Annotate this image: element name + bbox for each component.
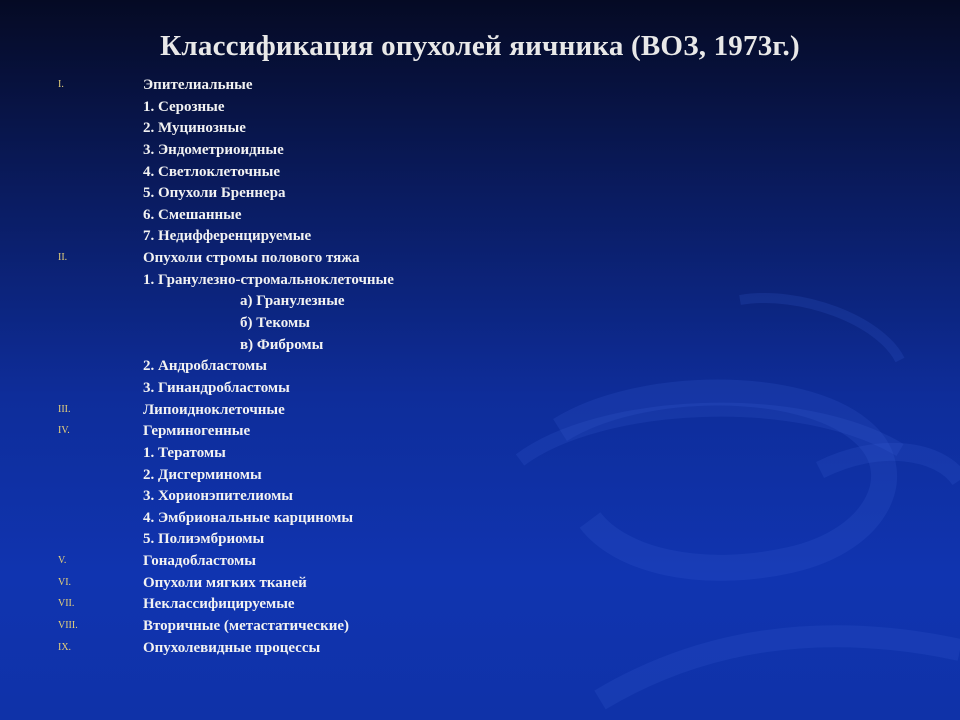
list-item — [0, 291, 960, 313]
list-item — [0, 205, 960, 227]
roman-numeral-marker: IX. — [58, 641, 72, 653]
list-item — [0, 508, 960, 530]
classification-list — [0, 75, 960, 659]
list-item-text: 3. Эндометриоидные — [143, 141, 284, 158]
list-item-text: Липоидноклеточные — [143, 401, 285, 418]
list-item — [0, 465, 960, 487]
list-item-text: 3. Хорионэпителиомы — [143, 488, 293, 505]
slide-title: Классификация опухолей яичника (ВОЗ, 1973г.) — [160, 30, 800, 62]
list-item — [0, 162, 960, 184]
list-item-section — [0, 400, 960, 422]
list-item-text: 5. Полиэмбриомы — [143, 531, 265, 548]
list-item — [0, 443, 960, 465]
list-item-text: 7. Недифференцируемые — [143, 228, 312, 245]
list-item-text: а) Гранулезные — [240, 293, 345, 310]
list-item-text: 2. Муцинозные — [143, 120, 246, 137]
list-item-section — [0, 75, 960, 97]
list-item — [0, 140, 960, 162]
list-item-section — [0, 616, 960, 638]
list-item-text: Неклассифицируемые — [143, 596, 295, 613]
list-item-text: 4. Эмбриональные карциномы — [143, 509, 354, 526]
list-item — [0, 356, 960, 378]
list-item — [0, 118, 960, 140]
list-item-text: Опухоли мягких тканей — [143, 574, 307, 591]
roman-numeral-marker: III. — [58, 403, 71, 415]
roman-numeral-marker: VI. — [58, 576, 72, 588]
list-item-text: в) Фибромы — [240, 336, 324, 353]
list-item — [0, 183, 960, 205]
list-item — [0, 529, 960, 551]
list-item — [0, 378, 960, 400]
roman-numeral-marker: I. — [58, 79, 64, 90]
list-item-text: 1. Тератомы — [143, 444, 226, 461]
roman-numeral-marker: II. — [58, 252, 68, 264]
list-item — [0, 97, 960, 119]
list-item-text: 4. Светлоклеточные — [143, 163, 280, 180]
list-item — [0, 335, 960, 357]
list-item-text: Эпителиальные — [143, 77, 253, 93]
list-item — [0, 313, 960, 335]
list-item-section — [0, 421, 960, 443]
list-item-text: Вторичные (метастатические) — [143, 618, 350, 635]
list-item-text: Опухоли стромы полового тяжа — [143, 250, 360, 267]
list-item-text: 5. Опухоли Бреннера — [143, 185, 286, 202]
list-item-text: 1. Серозные — [143, 98, 225, 115]
list-item-section — [0, 594, 960, 616]
list-item-text: 6. Смешанные — [143, 206, 242, 223]
roman-numeral-marker: IV. — [58, 425, 70, 437]
list-item-text: б) Текомы — [240, 315, 310, 332]
list-item-section — [0, 248, 960, 270]
list-item — [0, 270, 960, 292]
list-item-text: Герминогенные — [143, 423, 251, 440]
list-item — [0, 226, 960, 248]
list-item-text: Опухолевидные процессы — [143, 639, 321, 656]
list-item-text: 2. Дисгерминомы — [143, 466, 262, 483]
roman-numeral-marker: V. — [58, 555, 67, 567]
list-item-text: Гонадобластомы — [143, 553, 256, 570]
list-item-text: 2. Андробластомы — [143, 358, 267, 375]
roman-numeral-marker: VII. — [58, 598, 75, 610]
list-item-section — [0, 551, 960, 573]
list-item-text: 3. Гинандробластомы — [143, 379, 290, 396]
list-item-section — [0, 573, 960, 595]
roman-numeral-marker: VIII. — [58, 620, 78, 632]
list-item — [0, 486, 960, 508]
list-item-text: 1. Гранулезно-стромальноклеточные — [143, 271, 394, 288]
list-item-section — [0, 638, 960, 660]
